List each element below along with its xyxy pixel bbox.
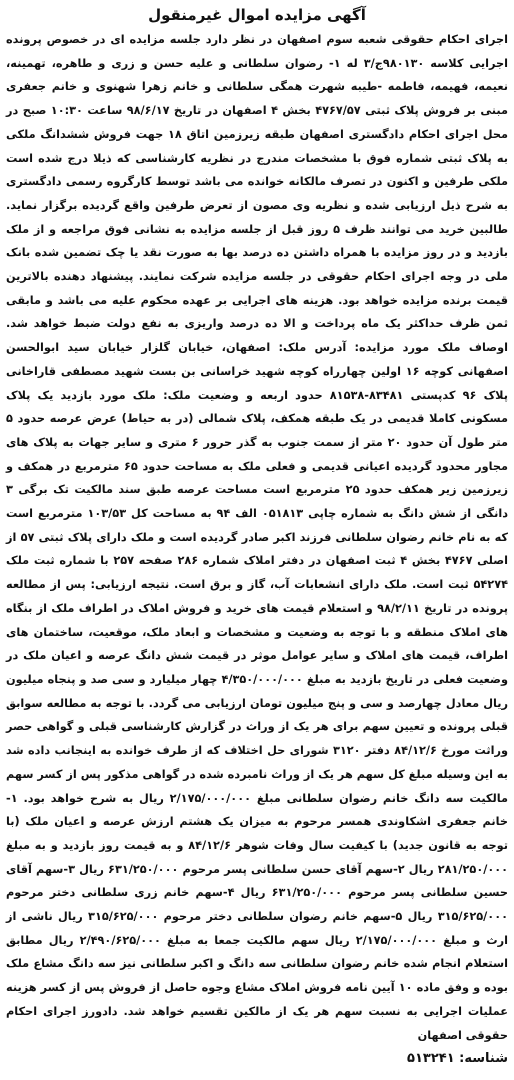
notice-id-line <box>6 1047 508 1071</box>
notice-title: آگهی مزایده اموال غیرمنقول <box>148 6 366 24</box>
notice-id-label: شناسه: <box>459 1051 508 1067</box>
notice-body: اجرای احکام حقوقی شعبه سوم اصفهان در نظر دارد جلسه مزایده ای در خصوص پرونده اجرایی کلاسه ۹۸۰۱۳۰ج/۳ له ۱- رضوان سلطانی و علیه حسن و زری و طاهره، تهمینه، نعیمه، فهیمه، فاطمه -طیبه شهرت همگی سلطانی و خانم زهرا شهنوی و خانم جعفری مبنی بر فروش پلاک ثبتی ۴۷۶۷/۵۷ بخش ۴ اصفهان در تاریخ ۹۸/۶/۱۷ ساعت ۱۰:۳۰ صبح در محل اجرای احکام دادگستری اصفهان طبقه زیرزمین اتاق ۱۸ جهت فروش ششدانگ ملکی به پلاک ثبتی شماره فوق با مشخصات مندرج در نظریه کارشناسی که ذیلا درج شده است ملکی طرفین و اکنون در تصرف مالکانه خوانده می باشد توسط کارگروه رسمی دادگستری به شرح ذیل ارزیابی شده و نظریه وی مصون از تعرض طرفین واقع گردیده برگزار نماید. طالبین خرید می توانند ظرف ۵ روز قبل از جلسه مزایده به نشانی فوق مراجعه و از ملک بازدید و در روز مزایده با همراه داشتن ده درصد بها به صورت نقد یا چک تضمین شده بانک ملی در وجه اجرای احکام حقوقی در جلسه مزایده شرکت نمایند. پیشنهاد دهنده بالاترین قیمت برنده مزایده خواهد بود. هزینه های اجرایی بر عهده محکوم علیه می باشد و مابقی ثمن ظرف حداکثر یک ماه پرداخت و الا ده درصد واریزی به نفع دولت ضبط خواهد شد. اوصاف ملک مورد مزایده: آدرس ملک: اصفهان، خیابان گلزار خیابان سید ابوالحسن اصفهانی کوچه ۱۶ اولین چهارراه کوچه شهید خراسانی بن بست شهید مصطفی قاراخانی پلاک ۹۶ کدپستی ۸۳۴۸۱-۸۱۵۳۸ حدود اربعه و وضعیت ملک: ملک مورد بازدید یک پلاک مسکونی کاملا قدیمی در یک طبقه همکف، پلاک شمالی (در به حیاط) عرض عرصه حدود ۵ متر طول آن حدود ۲۰ متر از سمت جنوب به گذر حرور ۶ متری و سایر جهات به پلاک های مجاور محدود گردیده اعیانی قدیمی و فعلی ملک به مساحت حدود ۶۵ مترمربع در همکف و زیرزمین زیر همکف حدود ۲۵ مترمربع است مساحت عرصه طبق سند مالکیت تک برگی ۳ دانگی از شش دانگ به شماره چاپی ۰۵۱۸۱۳ الف ۹۴ به مساحت کل ۱۰۳/۵۳ مترمربع است که به نام خانم رضوان سلطانی فرزند اکبر صادر گردیده است و ملک دارای پلاک ثبتی ۵۷ از اصلی ۴۷۶۷ بخش ۴ ثبت اصفهان در دفتر املاک شماره ۲۸۶ صفحه ۲۵۷ با شماره ثبت ملک ۵۴۲۷۴ ثبت است. ملک دارای انشعابات آب، گاز و برق است. نتیجه ارزیابی: پس از مطالعه پرونده در تاریخ ۹۸/۲/۱۱ و استعلام قیمت های خرید و فروش املاک در اطراف ملک از بنگاه های املاک منطقه و با توجه به وضعیت و مشخصات و ابعاد ملک، موقعیت، ساختمان های اطراف، قیمت های املاک و سایر عوامل موثر در قیمت شش دانگ عرصه و اعیان ملک در وضعیت فعلی در تاریخ بازدید به مبلغ ۴/۳۵۰/۰۰۰/۰۰۰ چهار میلیارد و سی صد و پنجاه میلیون ریال معادل چهارصد و سی و پنج میلیون تومان ارزیابی می گردد. با توجه به مطالعه سوابق قبلی پرونده و تعیین سهم برای هر یک از وراث در گزارش کارشناسی قبلی و گواهی حصر وراثت مورخ ۸۴/۱۲/۶ دفتر ۳۱۲۰ شورای حل اختلاف که از طرف خوانده به اینجانب داده شد به این وسیله مبلغ کل سهم هر یک از وراث نامبرده شده در گواهی مذکور پس از کسر سهم مالکیت سه دانگ خانم رضوان سلطانی مبلغ ۲/۱۷۵/۰۰۰/۰۰۰ ریال به شرح خواهد بود. ۱-خانم جعفری اشکاوندی همسر مرحوم به میزان یک هشتم ارزش عرصه و اعیان ملک (با توجه به قانون جدید) با کیفیت سال وفات شوهر ۸۴/۱۲/۶ و به قیمت روز بازدید و به مبلغ ۲۸۱/۲۵۰/۰۰۰ ریال ۲-سهم آقای حسن سلطانی پسر مرحوم ۶۳۱/۲۵۰/۰۰۰ ریال ۳-سهم آقای حسین سلطانی پسر مرحوم ۶۳۱/۲۵۰/۰۰۰ ریال ۴-سهم خانم زری سلطانی دختر مرحوم ۳۱۵/۶۲۵/۰۰۰ ریال ۵-سهم خانم رضوان سلطانی دختر مرحوم ۳۱۵/۶۲۵/۰۰۰ ریال ناشی از ارث و مبلغ ۲/۱۷۵/۰۰۰/۰۰۰ ریال سهم مالکیت جمعا به مبلغ ۲/۴۹۰/۶۲۵/۰۰۰ ریال مطابق استعلام انجام شده خانم رضوان سلطانی سه دانگ و اکبر سلطانی نیز سه دانگ مشاع ملک بوده و وفق ماده ۱۰ آیین نامه فروش املاک مشاع وجوه حاصل از فروش پس از کسر هزینه عملیات اجرایی به نسبت سهم هر یک از مالکین تقسیم خواهد شد. دادورز اجرای احکام حقوقی اصفهان <box>6 33 509 1042</box>
notice-id-value: ۵۱۳۲۴۱ <box>407 1051 455 1067</box>
